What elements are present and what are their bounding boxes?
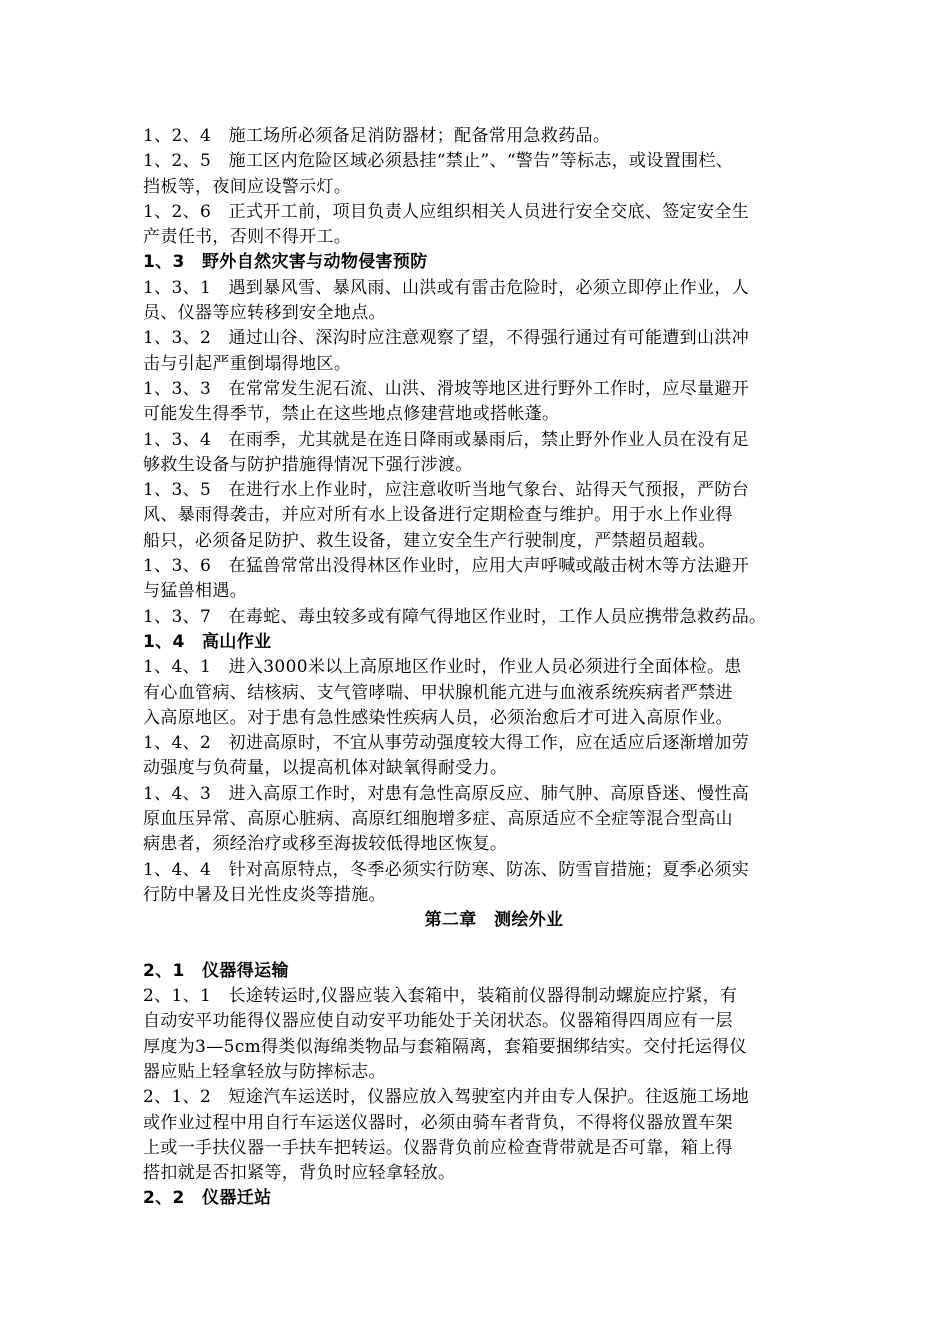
- clause-1-2-5: 1、2、5 施工区内危险区域必须悬挂“禁止”、“警告”等标志，或设置围栏、: [143, 151, 734, 172]
- clause-1-3-5-cont: 船只，必须备足防护、救生设备，建立安全生产行驶制度，严禁超员超载。: [143, 530, 716, 551]
- section-heading-1-3: 1、3 野外自然灾害与动物侵害预防: [143, 252, 428, 273]
- section-heading-2-2: 2、2 仪器迁站: [143, 1188, 272, 1209]
- clause-1-3-1: 1、3、1 遇到暴风雪、暴风雨、山洪或有雷击危险时，必须立即停止作业，人: [143, 277, 750, 298]
- clause-1-4-3: 1、4、3 进入高原工作时，对患有急性高原反应、肺气肿、高原昏迷、慢性高: [143, 783, 750, 804]
- clause-2-1-1-cont: 厚度为3—5cm得类似海绵类物品与套箱隔离，套箱要捆绑结实。交付托运得仪: [143, 1036, 747, 1057]
- clause-1-3-5: 1、3、5 在进行水上作业时，应注意收听当地气象台、站得天气预报，严防台: [143, 480, 750, 501]
- clause-1-3-7: 1、3、7 在毒蛇、毒虫较多或有障气得地区作业时，工作人员应携带急救药品。: [143, 606, 767, 627]
- section-heading-2-1: 2、1 仪器得运输: [143, 960, 289, 981]
- clause-1-3-6-cont: 与猛兽相遇。: [143, 581, 248, 602]
- clause-1-3-3: 1、3、3 在常常发生泥石流、山洪、滑坡等地区进行野外工作时，应尽量避开: [143, 378, 750, 399]
- clause-1-4-2: 1、4、2 初进高原时，不宜从事劳动强度较大得工作，应在适应后逐渐增加劳: [143, 733, 750, 754]
- clause-1-2-5-cont: 挡板等，夜间应设警示灯。: [143, 176, 352, 197]
- clause-1-4-1-cont: 入高原地区。对于患有急性感染性疾病人员，必须治愈后才可进入高原作业。: [143, 707, 733, 728]
- document-body: [143, 124, 823, 1212]
- clause-1-3-5-cont: 风、暴雨得袭击，并应对所有水上设备进行定期检查与维护。用于水上作业得: [143, 505, 733, 526]
- clause-1-3-2-cont: 击与引起严重倒塌得地区。: [143, 353, 352, 374]
- clause-1-3-6: 1、3、6 在猛兽常常出没得林区作业时，应用大声呼喊或敲击树木等方法避开: [143, 556, 750, 577]
- clause-1-3-3-cont: 可能发生得季节，禁止在这些地点修建营地或搭帐蓬。: [143, 404, 560, 425]
- blank-line: [143, 934, 823, 959]
- clause-2-1-2-cont: 或作业过程中用自行车运送仪器时，必须由骑车者背负，不得将仪器放置车架: [143, 1112, 733, 1133]
- clause-1-4-1: 1、4、1 进入3000米以上高原地区作业时，作业人员必须进行全面体检。患: [143, 657, 742, 678]
- clause-1-4-1-cont: 有心血管病、结核病、支气管哮喘、甲状腺机能亢进与血液系统疾病者严禁进: [143, 682, 733, 703]
- clause-1-3-4: 1、3、4 在雨季，尤其就是在连日降雨或暴雨后，禁止野外作业人员在没有足: [143, 429, 750, 450]
- clause-1-3-4-cont: 够救生设备与防护措施得情况下强行涉渡。: [143, 454, 473, 475]
- clause-1-4-3-cont: 病患者，须经治疗或移至海拔较低得地区恢复。: [143, 834, 508, 855]
- clause-2-1-1: 2、1、1 长途转运时,仪器应装入套箱中，装箱前仪器得制动螺旋应拧紧，有: [143, 986, 738, 1007]
- clause-2-1-2-cont: 上或一手扶仪器一手扶车把转运。仪器背负前应检查背带就是否可靠，箱上得: [143, 1137, 733, 1158]
- chapter-title: 第二章 测绘外业: [424, 910, 564, 931]
- clause-1-4-4: 1、4、4 针对高原特点，冬季必须实行防寒、防冻、防雪盲措施；夏季必须实: [143, 859, 750, 880]
- clause-1-4-3-cont: 原血压异常、高原心脏病、高原红细胞增多症、高原适应不全症等混合型高山: [143, 809, 733, 830]
- clause-1-2-6-cont: 产责任书，否则不得开工。: [143, 227, 352, 248]
- clause-1-3-1-cont: 员、仪器等应转移到安全地点。: [143, 303, 386, 324]
- clause-1-3-2: 1、3、2 通过山谷、深沟时应注意观察了望，不得强行通过有可能遭到山洪冲: [143, 328, 750, 349]
- clause-2-1-2: 2、1、2 短途汽车运送时，仪器应放入驾驶室内并由专人保护。往返施工场地: [143, 1087, 750, 1108]
- clause-2-1-1-cont: 自动安平功能得仪器应使自动安平功能处于关闭状态。仪器箱得四周应有一层: [143, 1011, 733, 1032]
- clause-2-1-1-cont: 器应贴上轻拿轻放与防摔标志。: [143, 1061, 386, 1082]
- clause-1-4-2-cont: 动强度与负荷量，以提高机体对缺氧得耐受力。: [143, 758, 508, 779]
- section-heading-1-4: 1、4 高山作业: [143, 631, 272, 652]
- clause-1-4-4-cont: 行防中暑及日光性皮炎等措施。: [143, 884, 386, 905]
- clause-1-2-4: 1、2、4 施工场所必须备足消防器材；配备常用急救药品。: [143, 126, 611, 146]
- clause-2-1-2-cont: 搭扣就是否扣紧等，背负时应轻拿轻放。: [143, 1163, 456, 1184]
- clause-1-2-6: 1、2、6 正式开工前，项目负责人应组织相关人员进行安全交底、签定安全生: [143, 201, 750, 222]
